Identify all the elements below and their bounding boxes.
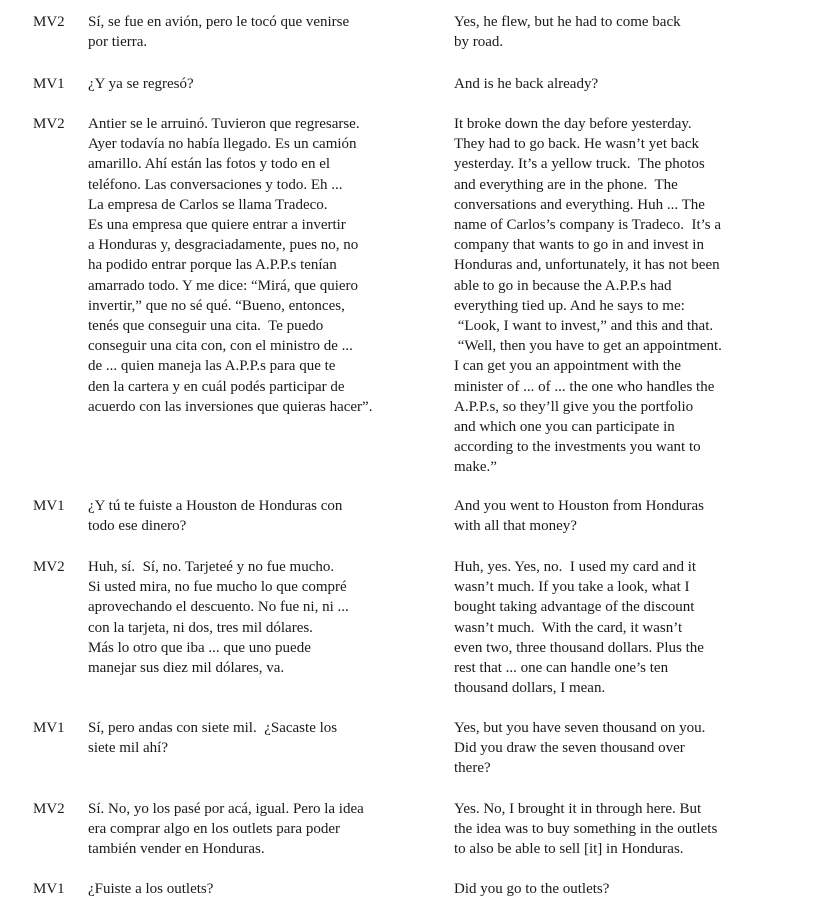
- speaker-label: MV1: [33, 720, 65, 736]
- english-line: Yes. No, I brought it in through here. But: [454, 801, 702, 817]
- spanish-text: [88, 557, 428, 678]
- spanish-text: [88, 879, 428, 899]
- english-text: [454, 114, 794, 478]
- english-line: there?: [454, 760, 491, 777]
- english-text: [454, 799, 794, 860]
- spanish-line: conseguir una cita con, con el ministro de ...: [88, 338, 353, 355]
- english-line: wasn’t much. If you take a look, what I: [454, 579, 690, 596]
- english-line: rest that ... one can handle one’s ten: [454, 660, 669, 677]
- spanish-line: manejar sus diez mil dólares, va.: [88, 660, 285, 677]
- spanish-line: ¿Y tú te fuiste a Houston de Honduras con: [88, 498, 343, 514]
- english-line: with all that money?: [454, 518, 577, 535]
- spanish-line: Si usted mira, no fue mucho lo que compré: [88, 579, 347, 596]
- english-line: able to go in because the A.P.P.s had: [454, 277, 672, 294]
- speaker-label: MV2: [33, 116, 65, 132]
- spanish-line: ¿Fuiste a los outlets?: [88, 881, 214, 897]
- english-line: to also be able to sell [it] in Honduras.: [454, 841, 684, 858]
- spanish-text: [88, 799, 428, 860]
- spanish-line: amarrado todo. Y me dice: “Mirá, que quiero: [88, 277, 359, 294]
- english-line: conversations and everything. Huh ... The: [454, 196, 705, 213]
- english-text: [454, 718, 794, 779]
- english-line: They had to go back. He wasn’t yet back: [454, 136, 700, 153]
- spanish-line: Sí. No, yo los pasé por acá, igual. Pero la idea: [88, 801, 364, 817]
- english-text: [454, 496, 794, 536]
- english-line: Did you go to the outlets?: [454, 881, 610, 897]
- spanish-line: ¿Y ya se regresó?: [88, 76, 194, 92]
- english-line: A.P.P.s, so they’ll give you the portfolio: [454, 398, 694, 415]
- english-line: and which one you can participate in: [454, 419, 675, 436]
- speaker-label: MV2: [33, 559, 65, 575]
- english-line: make.”: [454, 459, 497, 476]
- spanish-line: Sí, pero andas con siete mil. ¿Sacaste los: [88, 720, 338, 736]
- english-line: and everything are in the phone. The: [454, 176, 678, 193]
- speaker-label: MV1: [33, 498, 65, 514]
- english-line: Huh, yes. Yes, no. I used my card and it: [454, 559, 697, 575]
- spanish-line: de ... quien maneja las A.P.P.s para que te: [88, 358, 336, 375]
- speaker-label: MV2: [33, 14, 65, 30]
- english-line: Did you draw the seven thousand over: [454, 740, 685, 757]
- english-line: company that wants to go in and invest in: [454, 237, 704, 254]
- spanish-line: por tierra.: [88, 34, 148, 51]
- english-line: “Look, I want to invest,” and this and that.: [454, 318, 714, 335]
- english-line: “Well, then you have to get an appointment.: [454, 338, 722, 355]
- spanish-text: [88, 74, 428, 94]
- spanish-line: acuerdo con las inversiones que quieras hacer”.: [88, 398, 373, 415]
- spanish-line: Antier se le arruinó. Tuvieron que regresarse.: [88, 116, 360, 132]
- english-line: thousand dollars, I mean.: [454, 680, 606, 697]
- english-line: Yes, but you have seven thousand on you.: [454, 720, 706, 736]
- spanish-text: [88, 718, 428, 758]
- spanish-line: aprovechando el descuento. No fue ni, ni ...: [88, 599, 349, 616]
- speaker-label: MV2: [33, 801, 65, 817]
- spanish-line: invertir,” que no sé qué. “Bueno, entonces,: [88, 297, 345, 314]
- spanish-text: [88, 496, 428, 536]
- spanish-line: Es una empresa que quiere entrar a invertir: [88, 217, 346, 234]
- spanish-line: todo ese dinero?: [88, 518, 187, 535]
- english-line: everything tied up. And he says to me:: [454, 297, 685, 314]
- speaker-label: MV1: [33, 881, 65, 897]
- spanish-line: amarillo. Ahí están las fotos y todo en el: [88, 156, 331, 173]
- english-line: the idea was to buy something in the outlets: [454, 821, 718, 838]
- spanish-line: teléfono. Las conversaciones y todo. Eh ...: [88, 176, 343, 193]
- english-line: I can get you an appointment with the: [454, 358, 682, 375]
- english-line: And you went to Houston from Honduras: [454, 498, 704, 514]
- english-text: [454, 879, 794, 899]
- spanish-line: La empresa de Carlos se llama Tradeco.: [88, 196, 328, 213]
- english-text: [454, 74, 794, 94]
- english-line: It broke down the day before yesterday.: [454, 116, 692, 132]
- spanish-line: siete mil ahí?: [88, 740, 168, 757]
- english-line: by road.: [454, 34, 504, 51]
- spanish-line: Más lo otro que iba ... que uno puede: [88, 639, 311, 656]
- spanish-line: con la tarjeta, ni dos, tres mil dólares.: [88, 619, 313, 636]
- spanish-line: Ayer todavía no había llegado. Es un camión: [88, 136, 357, 153]
- english-line: yesterday. It’s a yellow truck. The photos: [454, 156, 705, 173]
- english-line: Yes, he flew, but he had to come back: [454, 14, 681, 30]
- english-text: [454, 557, 794, 698]
- spanish-line: Sí, se fue en avión, pero le tocó que venirse: [88, 14, 350, 30]
- spanish-line: den la cartera y en cuál podés participar de: [88, 378, 345, 395]
- spanish-line: era comprar algo en los outlets para poder: [88, 821, 340, 838]
- speaker-label: MV1: [33, 76, 65, 92]
- english-line: minister of ... of ... the one who handles the: [454, 378, 715, 395]
- english-line: name of Carlos’s company is Tradeco. It’s a: [454, 217, 722, 234]
- spanish-line: también vender en Honduras.: [88, 841, 265, 858]
- english-line: Honduras and, unfortunately, it has not been: [454, 257, 720, 274]
- spanish-text: [88, 114, 428, 417]
- spanish-line: tenés que conseguir una cita. Te puedo: [88, 318, 324, 335]
- english-line: according to the investments you want to: [454, 439, 701, 456]
- spanish-line: a Honduras y, desgraciadamente, pues no, no: [88, 237, 359, 254]
- english-line: even two, three thousand dollars. Plus the: [454, 639, 704, 656]
- spanish-line: ha podido entrar porque las A.P.P.s tenían: [88, 257, 337, 274]
- english-line: And is he back already?: [454, 76, 599, 92]
- english-text: [454, 12, 794, 52]
- spanish-text: [88, 12, 428, 52]
- english-line: bought taking advantage of the discount: [454, 599, 695, 616]
- spanish-line: Huh, sí. Sí, no. Tarjeteé y no fue mucho.: [88, 559, 335, 575]
- english-line: wasn’t much. With the card, it wasn’t: [454, 619, 683, 636]
